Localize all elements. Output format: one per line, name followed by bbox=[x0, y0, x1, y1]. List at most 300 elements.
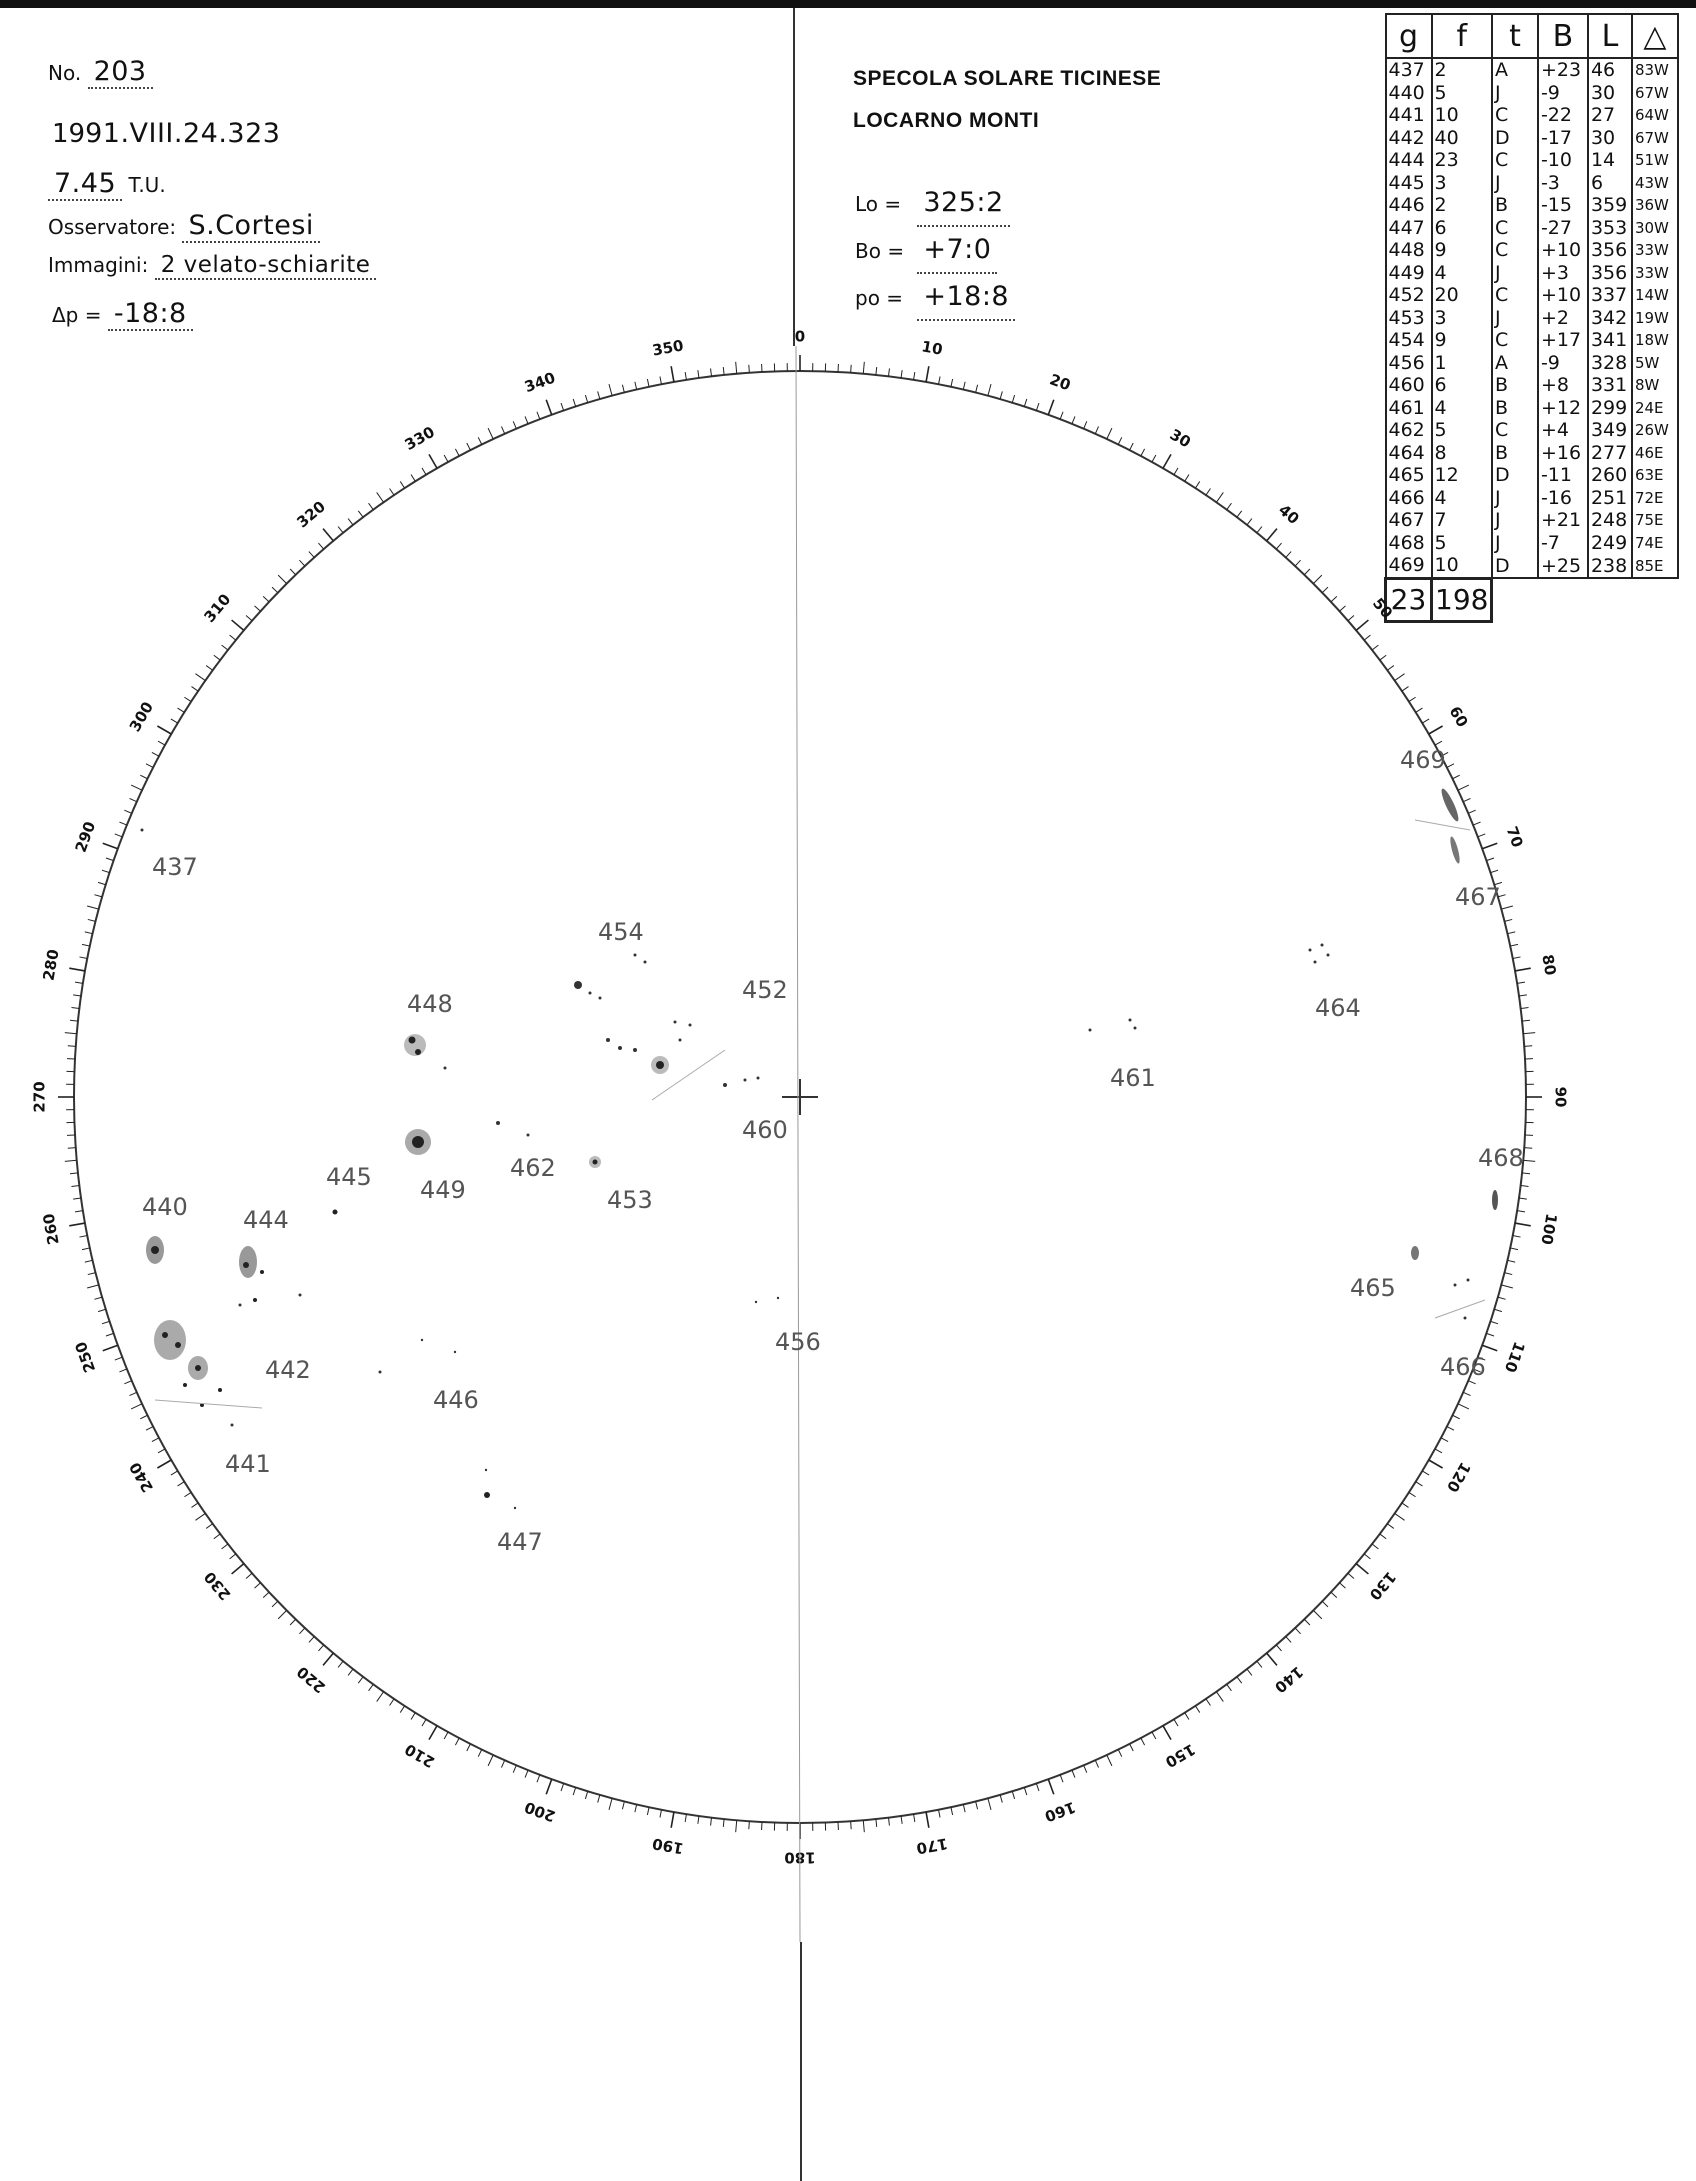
degree-tick bbox=[230, 1554, 236, 1559]
degree-tick bbox=[455, 1738, 459, 1745]
degree-tick bbox=[1517, 1211, 1525, 1212]
cell-group: 444 bbox=[1386, 149, 1432, 172]
degree-tick bbox=[609, 1798, 612, 1810]
cell-latitude: -9 bbox=[1538, 352, 1588, 375]
degree-label: 80 bbox=[1538, 953, 1560, 977]
cell-cm-distance: 36W bbox=[1632, 194, 1678, 217]
cell-type: A bbox=[1492, 352, 1538, 375]
degree-tick bbox=[1276, 543, 1281, 549]
degree-label: 280 bbox=[39, 947, 63, 982]
cell-spots: 4 bbox=[1432, 487, 1492, 510]
degree-tick bbox=[1247, 1669, 1252, 1675]
cell-type: C bbox=[1492, 284, 1538, 307]
degree-tick bbox=[1463, 798, 1470, 801]
cell-longitude: 30 bbox=[1588, 127, 1632, 150]
degree-tick bbox=[513, 1765, 516, 1772]
degree-tick bbox=[1416, 1482, 1423, 1486]
degree-label: 120 bbox=[1442, 1459, 1475, 1496]
group-label: 437 bbox=[152, 853, 198, 881]
group-label: 456 bbox=[775, 1328, 821, 1356]
param-p0-label: po = bbox=[855, 286, 904, 310]
degree-tick bbox=[65, 1160, 77, 1161]
degree-tick bbox=[299, 1628, 304, 1634]
degree-tick bbox=[263, 1592, 269, 1597]
cell-spots: 10 bbox=[1432, 554, 1492, 578]
group-label: 452 bbox=[742, 976, 788, 1004]
cell-latitude: -11 bbox=[1538, 464, 1588, 487]
degree-tick bbox=[1012, 1791, 1014, 1799]
cell-type: C bbox=[1492, 239, 1538, 262]
degree-tick bbox=[876, 367, 877, 375]
cell-type: J bbox=[1492, 82, 1538, 105]
degree-tick bbox=[1227, 503, 1232, 509]
degree-tick bbox=[1486, 1333, 1494, 1336]
degree-tick bbox=[1416, 708, 1423, 712]
spot bbox=[444, 1067, 447, 1070]
degree-tick bbox=[1216, 1692, 1223, 1702]
degree-label: 220 bbox=[293, 1662, 329, 1697]
spot bbox=[1321, 944, 1324, 947]
cell-longitude: 356 bbox=[1588, 239, 1632, 262]
degree-tick bbox=[988, 1798, 991, 1810]
degree-tick bbox=[1524, 1148, 1532, 1149]
cell-group: 456 bbox=[1386, 352, 1432, 375]
degree-tick bbox=[272, 1601, 278, 1607]
group-label: 447 bbox=[497, 1528, 543, 1556]
degree-tick bbox=[546, 1779, 551, 1794]
cell-type: C bbox=[1492, 104, 1538, 127]
degree-tick bbox=[1501, 906, 1513, 909]
cell-type: D bbox=[1492, 554, 1538, 578]
degree-tick bbox=[129, 1392, 136, 1395]
degree-tick bbox=[1422, 1471, 1429, 1475]
degree-tick bbox=[1331, 596, 1337, 601]
degree-tick bbox=[1513, 957, 1521, 959]
degree-tick bbox=[1510, 1248, 1518, 1250]
degree-tick bbox=[976, 385, 978, 393]
cell-group: 449 bbox=[1386, 262, 1432, 285]
degree-tick bbox=[103, 843, 118, 848]
degree-tick bbox=[939, 1810, 941, 1818]
spot bbox=[421, 1339, 423, 1341]
spot bbox=[757, 1077, 760, 1080]
cell-longitude: 328 bbox=[1588, 352, 1632, 375]
spot bbox=[162, 1332, 168, 1338]
cell-longitude: 337 bbox=[1588, 284, 1632, 307]
cell-type: B bbox=[1492, 442, 1538, 465]
degree-tick bbox=[851, 365, 852, 373]
spot bbox=[633, 1048, 637, 1052]
spot bbox=[1411, 1246, 1419, 1260]
degree-tick bbox=[598, 1795, 600, 1803]
degree-tick bbox=[1441, 1438, 1448, 1442]
degree-tick bbox=[1141, 449, 1145, 456]
degree-tick bbox=[157, 726, 171, 734]
degree-tick bbox=[1237, 511, 1242, 517]
degree-tick bbox=[647, 379, 649, 387]
observation-number-value: 203 bbox=[88, 56, 153, 89]
degree-tick bbox=[94, 895, 102, 897]
col-header-f: f bbox=[1432, 14, 1492, 58]
degree-tick bbox=[171, 719, 178, 723]
degree-tick bbox=[1195, 1706, 1199, 1713]
cell-latitude: -7 bbox=[1538, 532, 1588, 555]
observatory-line-2: LOCARNO MONTI bbox=[853, 109, 1040, 132]
spot bbox=[175, 1342, 181, 1348]
degree-tick bbox=[102, 1321, 110, 1323]
degree-tick bbox=[1348, 1573, 1354, 1578]
degree-tick bbox=[152, 1438, 159, 1442]
degree-tick bbox=[736, 362, 737, 374]
group-label: 467 bbox=[1455, 883, 1501, 911]
degree-label: 90 bbox=[1551, 1086, 1570, 1108]
degree-tick bbox=[290, 569, 296, 575]
spot bbox=[656, 1061, 664, 1069]
degree-tick bbox=[106, 858, 114, 861]
spot bbox=[195, 1365, 201, 1371]
degree-tick bbox=[1348, 615, 1354, 620]
spot bbox=[379, 1371, 382, 1374]
cell-latitude: -16 bbox=[1538, 487, 1588, 510]
degree-tick bbox=[1267, 1653, 1277, 1665]
degree-tick bbox=[1000, 391, 1002, 399]
degree-tick bbox=[348, 1669, 353, 1675]
degree-tick bbox=[70, 1173, 78, 1174]
spot bbox=[1439, 787, 1461, 823]
degree-label: 20 bbox=[1047, 370, 1073, 395]
cell-longitude: 359 bbox=[1588, 194, 1632, 217]
degree-tick bbox=[1331, 1592, 1337, 1597]
cell-spots: 2 bbox=[1432, 194, 1492, 217]
cell-spots: 4 bbox=[1432, 262, 1492, 285]
degree-tick bbox=[1504, 919, 1512, 921]
cell-group: 454 bbox=[1386, 329, 1432, 352]
col-header-L: L bbox=[1588, 14, 1632, 58]
degree-tick bbox=[131, 785, 142, 790]
cell-cm-distance: 26W bbox=[1632, 419, 1678, 442]
degree-label: 100 bbox=[1537, 1212, 1561, 1247]
spot bbox=[485, 1469, 487, 1471]
degree-tick bbox=[598, 391, 600, 399]
degree-tick bbox=[400, 481, 404, 488]
cell-type: B bbox=[1492, 397, 1538, 420]
degree-tick bbox=[1387, 1524, 1393, 1529]
degree-tick bbox=[1095, 1760, 1098, 1767]
degree-tick bbox=[671, 366, 674, 382]
degree-tick bbox=[1216, 492, 1223, 502]
cell-longitude: 14 bbox=[1588, 149, 1632, 172]
degree-tick bbox=[98, 882, 106, 884]
degree-tick bbox=[1304, 1619, 1310, 1625]
degree-tick bbox=[455, 449, 459, 456]
degree-tick bbox=[501, 426, 504, 433]
degree-tick bbox=[98, 1309, 106, 1311]
cell-longitude: 331 bbox=[1588, 374, 1632, 397]
degree-tick bbox=[1174, 468, 1178, 475]
degree-tick bbox=[1356, 620, 1368, 630]
degree-tick bbox=[851, 1821, 852, 1829]
cell-group: 464 bbox=[1386, 442, 1432, 465]
cell-cm-distance: 33W bbox=[1632, 239, 1678, 262]
degree-tick bbox=[246, 1573, 252, 1578]
cell-longitude: 6 bbox=[1588, 172, 1632, 195]
spot bbox=[593, 1160, 598, 1165]
degree-tick bbox=[723, 367, 724, 375]
degree-label: 200 bbox=[522, 1797, 558, 1826]
degree-tick bbox=[1185, 475, 1189, 482]
degree-tick bbox=[1322, 1601, 1328, 1607]
degree-tick bbox=[1402, 1503, 1409, 1507]
cell-latitude: +8 bbox=[1538, 374, 1588, 397]
degree-tick bbox=[467, 443, 471, 450]
cell-group: 465 bbox=[1386, 464, 1432, 487]
spot-penumbra bbox=[154, 1320, 186, 1360]
spot bbox=[755, 1301, 757, 1303]
degree-tick bbox=[1515, 968, 1531, 971]
degree-tick bbox=[1130, 443, 1134, 450]
degree-tick bbox=[348, 519, 353, 525]
degree-tick bbox=[1340, 606, 1346, 611]
cell-spots: 2 bbox=[1432, 58, 1492, 82]
delta-p-value: -18:8 bbox=[108, 298, 193, 331]
degree-tick bbox=[318, 1645, 323, 1651]
group-marker-line bbox=[1415, 820, 1470, 830]
cell-cm-distance: 8W bbox=[1632, 374, 1678, 397]
degree-tick bbox=[622, 385, 624, 393]
cell-longitude: 342 bbox=[1588, 307, 1632, 330]
degree-tick bbox=[1486, 858, 1494, 861]
degree-tick bbox=[1286, 552, 1291, 558]
degree-tick bbox=[146, 764, 153, 768]
col-header-delta: △ bbox=[1632, 14, 1678, 58]
degree-tick bbox=[178, 1482, 185, 1486]
spot bbox=[333, 1210, 338, 1215]
degree-tick bbox=[1107, 428, 1112, 439]
cell-latitude: -3 bbox=[1538, 172, 1588, 195]
cell-type: J bbox=[1492, 487, 1538, 510]
degree-tick bbox=[338, 1661, 343, 1667]
observatory-line-1: SPECOLA SOLARE TICINESE bbox=[853, 67, 1162, 90]
group-label: 440 bbox=[142, 1193, 188, 1221]
group-label: 445 bbox=[326, 1163, 372, 1191]
degree-tick bbox=[723, 1819, 724, 1827]
degree-label: 300 bbox=[125, 698, 158, 735]
group-label: 454 bbox=[598, 918, 644, 946]
cell-latitude: -17 bbox=[1538, 127, 1588, 150]
degree-label: 320 bbox=[293, 497, 329, 532]
degree-tick bbox=[546, 400, 551, 415]
degree-tick bbox=[1522, 1173, 1530, 1174]
cell-spots: 6 bbox=[1432, 217, 1492, 240]
cell-cm-distance: 67W bbox=[1632, 82, 1678, 105]
degree-tick bbox=[129, 798, 136, 801]
degree-tick bbox=[88, 1273, 96, 1275]
group-label: 461 bbox=[1110, 1064, 1156, 1092]
central-meridian bbox=[796, 346, 800, 1942]
degree-tick bbox=[140, 1415, 147, 1419]
cell-latitude: -27 bbox=[1538, 217, 1588, 240]
cell-spots: 1 bbox=[1432, 352, 1492, 375]
degree-tick bbox=[429, 1726, 437, 1740]
degree-tick bbox=[115, 834, 122, 837]
sunspots bbox=[141, 787, 1499, 1509]
degree-tick bbox=[73, 1198, 81, 1199]
cell-type: D bbox=[1492, 127, 1538, 150]
degree-tick bbox=[1515, 1223, 1531, 1226]
degree-tick bbox=[951, 379, 953, 387]
degree-tick bbox=[124, 1381, 131, 1384]
degree-tick bbox=[1395, 674, 1405, 681]
degree-tick bbox=[1402, 687, 1409, 691]
group-label: 446 bbox=[433, 1386, 479, 1414]
degree-tick bbox=[444, 1732, 448, 1739]
degree-tick bbox=[358, 1677, 363, 1683]
cell-longitude: 251 bbox=[1588, 487, 1632, 510]
degree-label: 0 bbox=[794, 327, 806, 346]
degree-tick bbox=[988, 384, 991, 396]
cell-cm-distance: 30W bbox=[1632, 217, 1678, 240]
spot bbox=[599, 997, 602, 1000]
param-p0-value: +18:8 bbox=[917, 274, 1015, 321]
group-labels bbox=[142, 746, 1524, 1556]
cell-latitude: +25 bbox=[1538, 554, 1588, 578]
spot bbox=[679, 1039, 682, 1042]
cell-group: 441 bbox=[1386, 104, 1432, 127]
degree-tick bbox=[299, 560, 304, 566]
degree-tick bbox=[573, 1787, 575, 1795]
degree-tick bbox=[102, 870, 110, 872]
cell-latitude: -9 bbox=[1538, 82, 1588, 105]
cell-spots: 4 bbox=[1432, 397, 1492, 420]
degree-tick bbox=[157, 1460, 171, 1468]
group-label: 460 bbox=[742, 1116, 788, 1144]
cell-cm-distance: 46E bbox=[1632, 442, 1678, 465]
images-label: Immagini: bbox=[48, 253, 149, 277]
degree-tick bbox=[635, 1804, 637, 1812]
cell-type: J bbox=[1492, 532, 1538, 555]
param-B0-label: Bo = bbox=[855, 239, 905, 263]
degree-tick bbox=[1048, 1779, 1053, 1794]
degree-label: 210 bbox=[401, 1739, 438, 1772]
cell-longitude: 299 bbox=[1588, 397, 1632, 420]
degree-tick bbox=[1523, 1033, 1535, 1034]
degree-tick bbox=[647, 1807, 649, 1815]
spot bbox=[409, 1037, 416, 1044]
spot bbox=[527, 1134, 530, 1137]
degree-tick bbox=[1206, 1699, 1210, 1706]
degree-label: 40 bbox=[1275, 500, 1303, 529]
degree-tick bbox=[1458, 1404, 1469, 1409]
degree-tick bbox=[1024, 399, 1026, 407]
degree-tick bbox=[685, 1814, 686, 1822]
group-marker-line bbox=[155, 1400, 262, 1408]
degree-tick bbox=[65, 1033, 77, 1034]
cell-type: J bbox=[1492, 262, 1538, 285]
degree-tick bbox=[222, 1544, 228, 1549]
degree-tick bbox=[230, 635, 236, 640]
degree-tick bbox=[1356, 1564, 1368, 1574]
degree-tick bbox=[537, 1775, 540, 1782]
spot bbox=[514, 1507, 516, 1509]
degree-tick bbox=[635, 382, 637, 390]
spot bbox=[744, 1079, 747, 1082]
cell-group: 442 bbox=[1386, 127, 1432, 150]
cell-type: D bbox=[1492, 464, 1538, 487]
spot bbox=[151, 1246, 159, 1254]
spot bbox=[723, 1083, 727, 1087]
degree-tick bbox=[876, 1819, 877, 1827]
degree-tick bbox=[711, 1818, 712, 1826]
degree-tick bbox=[94, 1297, 102, 1299]
degree-tick bbox=[1490, 1321, 1498, 1323]
degree-tick bbox=[290, 1619, 296, 1625]
degree-label: 180 bbox=[784, 1848, 816, 1867]
degree-tick bbox=[1340, 1583, 1346, 1588]
group-label: 453 bbox=[607, 1186, 653, 1214]
degree-label: 150 bbox=[1162, 1739, 1199, 1772]
degree-tick bbox=[1517, 982, 1525, 983]
group-label: 468 bbox=[1478, 1144, 1524, 1172]
degree-tick bbox=[246, 615, 252, 620]
degree-tick bbox=[1206, 488, 1210, 495]
degree-tick bbox=[278, 575, 286, 583]
degree-tick bbox=[976, 1801, 978, 1809]
degree-tick bbox=[1519, 995, 1527, 996]
cell-type: C bbox=[1492, 217, 1538, 240]
degree-tick bbox=[1130, 1744, 1134, 1751]
time-unit: T.U. bbox=[128, 173, 166, 197]
cell-latitude: +12 bbox=[1538, 397, 1588, 420]
cell-cm-distance: 19W bbox=[1632, 307, 1678, 330]
degree-tick bbox=[1513, 1236, 1521, 1238]
spot bbox=[415, 1049, 421, 1055]
degree-tick bbox=[951, 1807, 953, 1815]
degree-tick bbox=[85, 932, 93, 934]
degree-label: 170 bbox=[915, 1834, 950, 1858]
degree-tick bbox=[1257, 527, 1262, 533]
degree-tick bbox=[1036, 403, 1039, 411]
cell-latitude: +17 bbox=[1538, 329, 1588, 352]
degree-tick bbox=[255, 1583, 261, 1588]
cell-spots: 3 bbox=[1432, 307, 1492, 330]
cell-group: 440 bbox=[1386, 82, 1432, 105]
cell-spots: 9 bbox=[1432, 329, 1492, 352]
degree-tick bbox=[1152, 455, 1156, 462]
cell-spots: 7 bbox=[1432, 509, 1492, 532]
degree-label: 310 bbox=[200, 590, 235, 626]
degree-tick bbox=[1048, 400, 1053, 415]
degree-tick bbox=[1482, 843, 1497, 848]
cell-cm-distance: 74E bbox=[1632, 532, 1678, 555]
date-prefix: 19 bbox=[52, 119, 86, 149]
degree-tick bbox=[158, 1449, 165, 1453]
cell-longitude: 27 bbox=[1588, 104, 1632, 127]
degree-tick bbox=[390, 1699, 394, 1706]
degree-tick bbox=[525, 1770, 528, 1777]
cell-cm-distance: 83W bbox=[1632, 58, 1678, 82]
degree-tick bbox=[87, 1285, 99, 1288]
degree-tick bbox=[1072, 416, 1075, 423]
degree-tick bbox=[214, 1534, 220, 1539]
degree-tick bbox=[369, 1684, 374, 1690]
cell-spots: 9 bbox=[1432, 239, 1492, 262]
degree-label: 10 bbox=[920, 337, 944, 359]
degree-label: 330 bbox=[401, 422, 438, 455]
cell-latitude: +21 bbox=[1538, 509, 1588, 532]
cell-cm-distance: 33W bbox=[1632, 262, 1678, 285]
cell-type: J bbox=[1492, 509, 1538, 532]
degree-tick bbox=[1523, 1160, 1535, 1161]
